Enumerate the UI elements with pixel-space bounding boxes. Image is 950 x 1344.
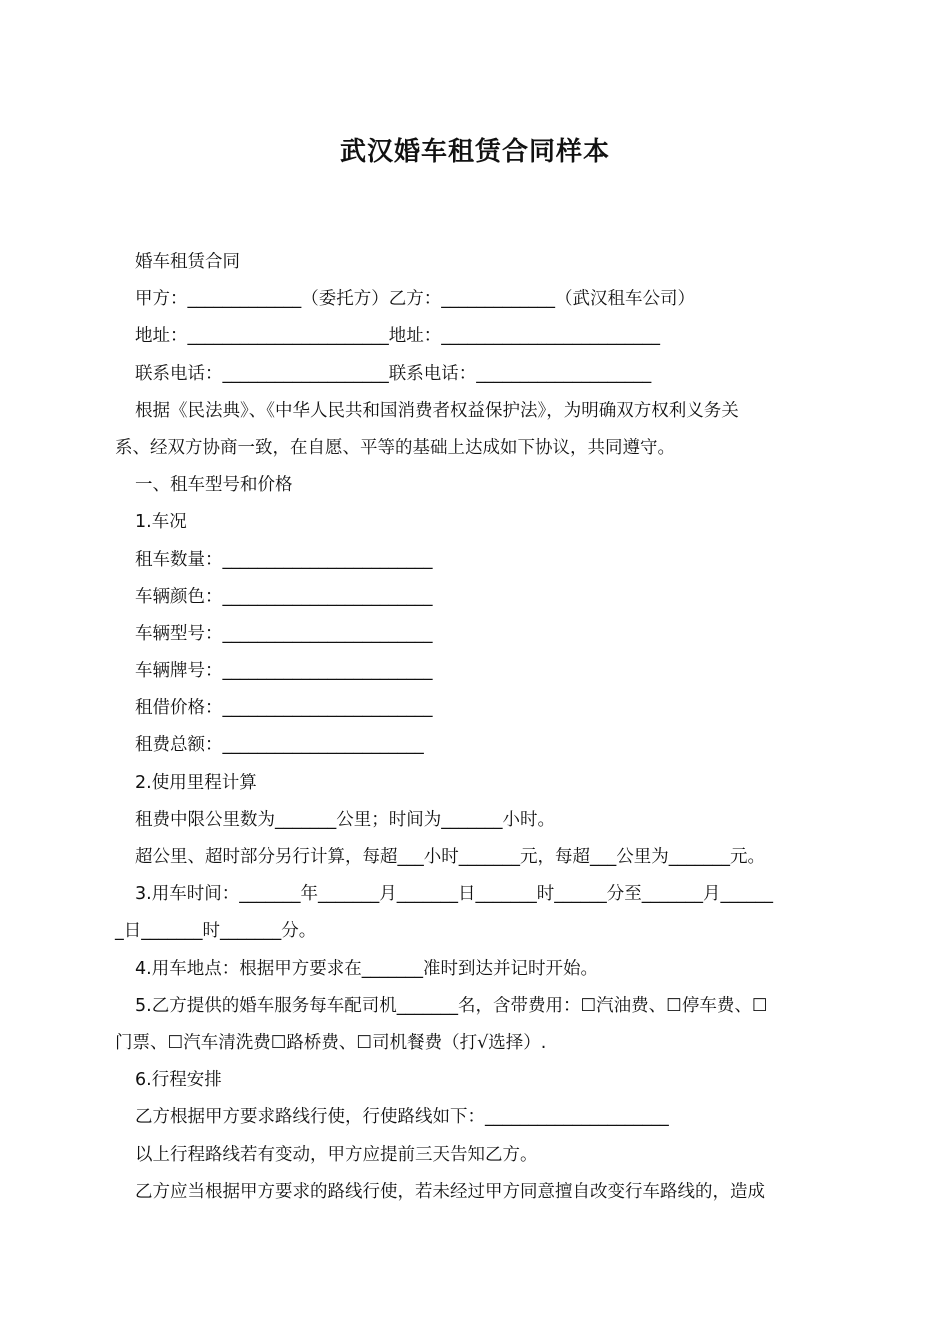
subsection-heading: 1.车况 [135,512,187,533]
body-line: 门票、☐汽车清洗费☐路桥费、☐司机餐费（打√选择）. [115,1032,547,1053]
body-line: 乙方应当根据甲方要求的路线行使，若未经过甲方同意擅自改变行车路线的，造成 [135,1181,765,1202]
body-line: 4.用车地点：根据甲方要求在_______准时到达并记时开始。 [135,958,598,979]
document-body [115,244,835,1211]
body-line: 5.乙方提供的婚车服务每车配司机_______名，含带费用：☐汽油费、☐停车费、☐ [135,995,768,1016]
body-line: 甲方：_____________（委托方）乙方：_____________（武汉租车公司） [135,289,695,310]
subsection-heading: 6.行程安排 [135,1070,222,1091]
body-line: 婚车租赁合同 [135,252,240,272]
body-line: 租费中限公里数为_______公里；时间为_______小时。 [135,809,555,830]
document-title: 武汉婚车租赁合同样本 [339,137,610,167]
body-line: 乙方根据甲方要求路线行使，行使路线如下：_____________________ [135,1107,669,1128]
body-line: 租费总额：_______________________ [135,735,424,756]
body-line: 租车数量：________________________ [135,549,433,570]
body-line: 租借价格：________________________ [135,698,433,719]
body-line: 系、经双方协商一致，在自愿、平等的基础上达成如下协议，共同遵守。 [115,437,675,458]
section-heading: 一、租车型号和价格 [135,475,293,496]
body-line: 3.用车时间：_______年_______月_______日_______时______分至_______月______ [135,884,773,905]
body-line: _日_______时_______分。 [115,921,317,942]
body-line: 车辆型号：________________________ [135,623,433,644]
body-line: 地址：_______________________地址：_________________________ [135,326,660,347]
body-line: 车辆颜色：________________________ [135,586,433,607]
body-line: 联系电话：___________________联系电话：____________________ [135,363,652,384]
body-line: 以上行程路线若有变动，甲方应提前三天告知乙方。 [135,1144,538,1165]
body-line: 根据《民法典》、《中华人民共和国消费者权益保护法》，为明确双方权利义务关 [135,400,739,421]
body-line: 车辆牌号：________________________ [135,661,433,682]
subsection-heading: 2.使用里程计算 [135,772,257,793]
body-line: 超公里、超时部分另行计算，每超___小时_______元，每超___公里为_______元。 [135,847,765,867]
